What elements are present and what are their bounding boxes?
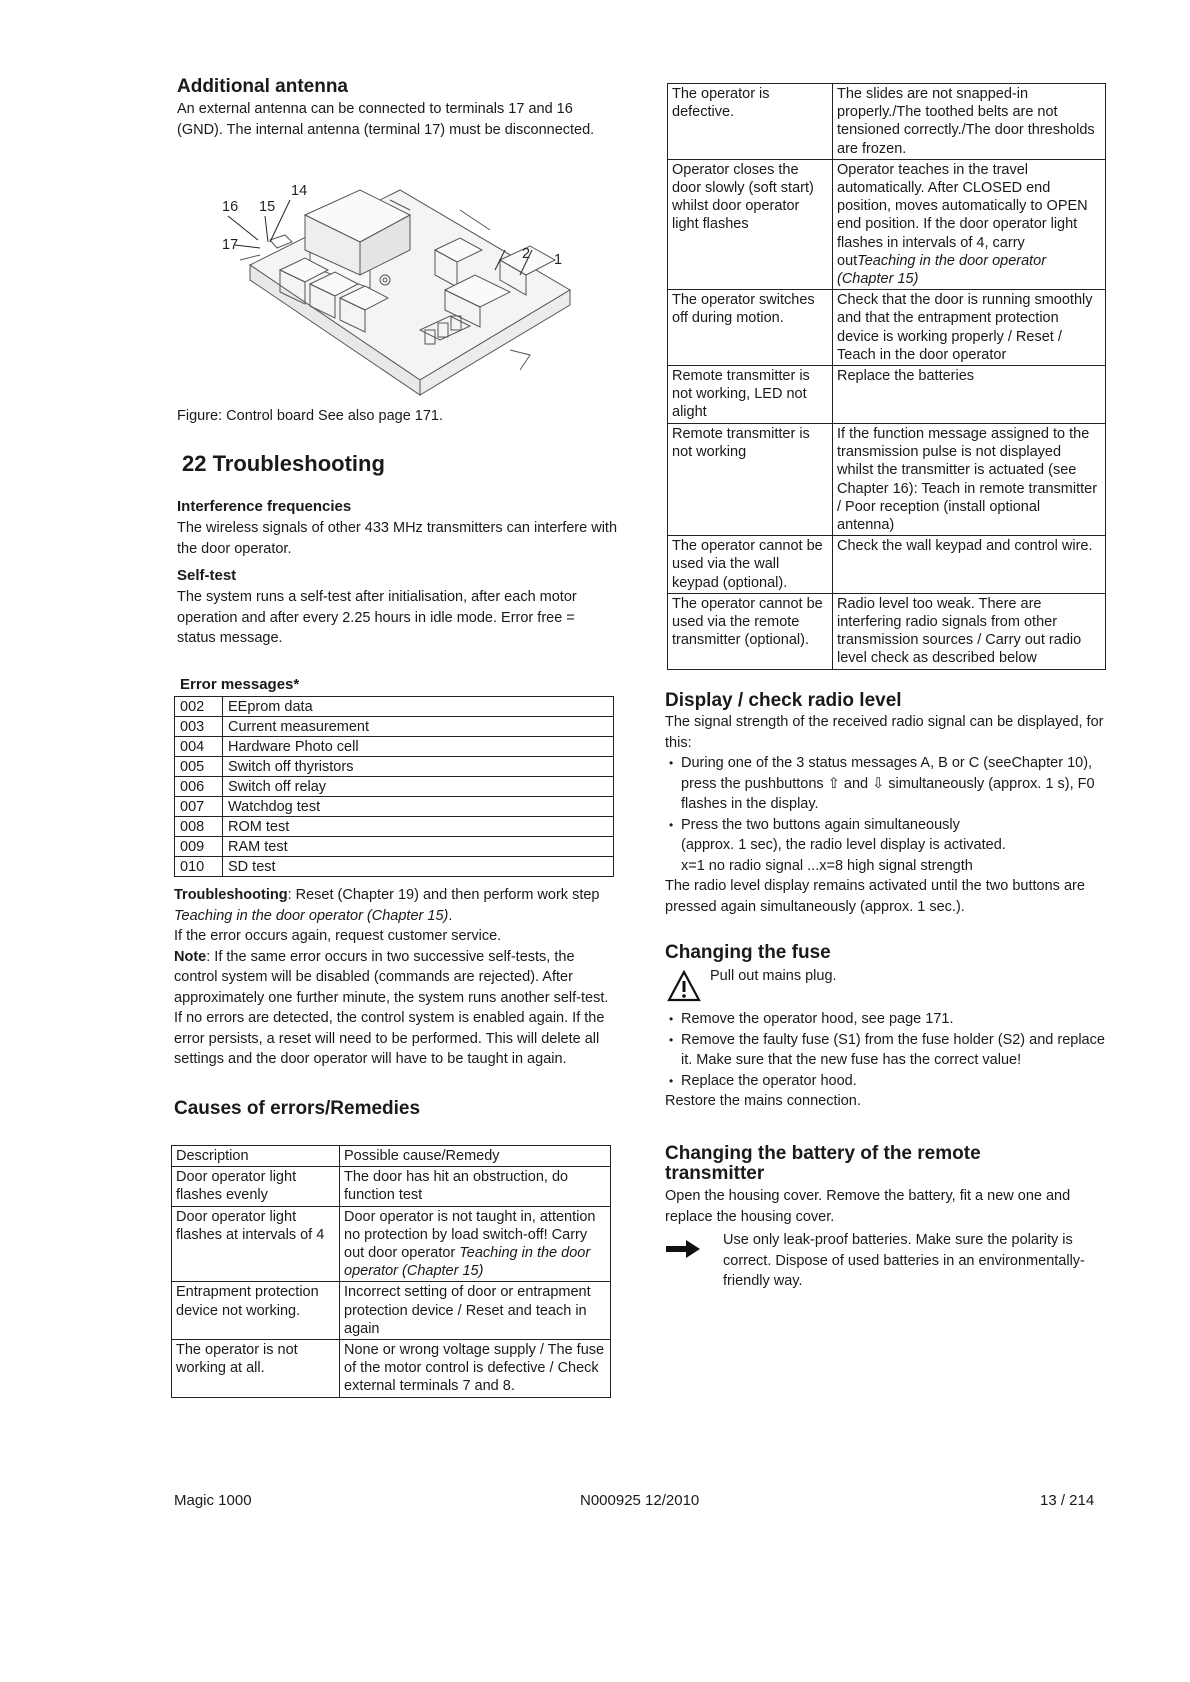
row-cause bbox=[833, 290, 1106, 366]
selftest-heading: Self-test bbox=[177, 567, 237, 584]
troubleshooting-notes bbox=[174, 885, 618, 1070]
figure-caption: Figure: Control board See also page 171. bbox=[177, 408, 444, 424]
interference-heading: Interference frequencies bbox=[177, 498, 352, 515]
table-row bbox=[172, 1206, 611, 1282]
error-code: 008 bbox=[175, 817, 223, 837]
footer-left: Magic 1000 bbox=[174, 1492, 252, 1509]
row-description: Door operator light flashes evenly bbox=[172, 1167, 340, 1206]
table-row bbox=[668, 159, 1106, 289]
cause-italic: Teaching in the door operator (Chapter 15) bbox=[837, 252, 1047, 288]
fuse-warning: Pull out mains plug. bbox=[710, 968, 837, 984]
radio-step-line: (approx. 1 sec), the radio level display is activated. bbox=[681, 837, 1006, 853]
error-code: 009 bbox=[175, 837, 223, 857]
row-description: The operator is not working at all. bbox=[172, 1340, 340, 1398]
troubleshooting-text: : Reset (Chapter 19) and then perform work step bbox=[287, 887, 600, 903]
error-messages-table bbox=[174, 696, 614, 877]
battery-heading: Changing the battery of the remote transmitter bbox=[665, 1143, 981, 1184]
error-code: 005 bbox=[175, 757, 223, 777]
figure-label-14: 14 bbox=[291, 183, 308, 199]
error-text: Current measurement bbox=[223, 717, 614, 737]
row-description: The operator cannot be used via the wall keypad (optional). bbox=[668, 536, 833, 594]
error-text: Switch off thyristors bbox=[223, 757, 614, 777]
error-text: EEprom data bbox=[223, 697, 614, 717]
row-description: Remote transmitter is not working, LED not alight bbox=[668, 366, 833, 424]
error-text: Hardware Photo cell bbox=[223, 737, 614, 757]
table-row bbox=[175, 817, 614, 837]
fuse-restore: Restore the mains connection. bbox=[665, 1093, 861, 1109]
interference-section bbox=[177, 497, 617, 649]
troubleshooting-end: . bbox=[448, 907, 453, 924]
antenna-body: An external antenna can be connected to terminals 17 and 16 (GND). The internal antenna (terminal 17) must be disconnected. bbox=[177, 101, 595, 138]
error-text: Switch off relay bbox=[223, 777, 614, 797]
radio-heading: Display / check radio level bbox=[665, 690, 902, 711]
table-row bbox=[175, 857, 614, 877]
antenna-heading: Additional antenna bbox=[177, 76, 348, 97]
note-text: : If the same error occurs in two successive self-tests, the control system will be disabled (commands are rejected). After approximately one further minute, the system runs another self-test. If no errors are detected, the control system is enabled again. If the error persists, a reset will need to be performed. This will delete all settings and the door operator will have to be taught in again. bbox=[174, 948, 609, 1067]
row-cause bbox=[833, 159, 1106, 289]
row-cause bbox=[833, 536, 1106, 594]
table-row bbox=[668, 366, 1106, 424]
list-item: • Remove the operator hood, see page 171. bbox=[665, 1009, 1110, 1030]
cause-text: Door operator is not taught in, attention no protection by load switch-off! Carry out door operator bbox=[344, 1208, 596, 1262]
error-code: 003 bbox=[175, 717, 223, 737]
table-row bbox=[668, 84, 1106, 160]
row-cause bbox=[340, 1206, 611, 1282]
cause-text: Check that the door is running smoothly and that the entrapment protection device is working properly / Reset / Teach in the door operator bbox=[837, 292, 1093, 363]
row-description: Remote transmitter is not working bbox=[668, 424, 833, 536]
table-row bbox=[668, 290, 1106, 366]
row-description: The operator switches off during motion. bbox=[668, 290, 833, 366]
battery-section bbox=[665, 1144, 1110, 1227]
radio-step-line: x=1 no radio signal ...x=8 high signal strength bbox=[681, 857, 973, 874]
cause-text: Operator teaches in the travel automatically. After CLOSED end position, moves automatically to OPEN end position. If the door operator light flashes in intervals of 4, carry out bbox=[837, 161, 1088, 269]
column-header-cause: Possible cause/Remedy bbox=[340, 1146, 611, 1167]
row-description: The operator is defective. bbox=[668, 84, 833, 160]
row-cause bbox=[340, 1340, 611, 1398]
table-row bbox=[175, 777, 614, 797]
table-row bbox=[668, 593, 1106, 669]
column-header-description: Description bbox=[172, 1146, 340, 1167]
table-header-row bbox=[172, 1146, 611, 1167]
error-code: 010 bbox=[175, 857, 223, 877]
figure-label-17: 17 bbox=[222, 237, 239, 253]
list-item: • During one of the 3 status messages A, B or C (seeChapter 10), press the pushbuttons ⇧ and ⇩ simultaneously (approx. 1 s), F0 flashes in the display. bbox=[665, 753, 1110, 815]
cause-text: The slides are not snapped-in properly./The toothed belts are not tensioned correctly./The door thresholds are frozen. bbox=[837, 86, 1095, 157]
row-description: The operator cannot be used via the remote transmitter (optional). bbox=[668, 593, 833, 669]
left-column bbox=[177, 76, 617, 140]
footer-page-number: 13 / 214 bbox=[1040, 1492, 1095, 1509]
troubleshooting-line2: If the error occurs again, request customer service. bbox=[174, 928, 502, 944]
radio-level-section bbox=[665, 690, 1110, 917]
error-code: 004 bbox=[175, 737, 223, 757]
cause-text: The door has hit an obstruction, do function test bbox=[344, 1169, 569, 1204]
selftest-body: The system runs a self-test after initialisation, after each motor operation and after every 2.25 hours in idle mode. Error free = status message. bbox=[177, 589, 577, 646]
error-text: SD test bbox=[223, 857, 614, 877]
cause-text: Check the wall keypad and control wire. bbox=[837, 538, 1093, 555]
radio-intro: The signal strength of the received radio signal can be displayed, for this: bbox=[665, 714, 1104, 751]
error-code: 007 bbox=[175, 797, 223, 817]
row-cause bbox=[340, 1167, 611, 1206]
troubleshooting-heading: 22 Troubleshooting bbox=[182, 451, 385, 476]
warning-icon bbox=[666, 969, 706, 1005]
cause-text: None or wrong voltage supply / The fuse of the motor control is defective / Check external terminals 7 and 8. bbox=[344, 1342, 605, 1395]
figure-label-1: 1 bbox=[554, 252, 563, 268]
radio-steps bbox=[665, 753, 1110, 876]
causes-heading: Causes of errors/Remedies bbox=[174, 1098, 421, 1119]
note-paragraph bbox=[174, 947, 618, 1070]
error-messages-heading: Error messages* bbox=[180, 676, 300, 693]
causes-table bbox=[171, 1145, 611, 1398]
cause-text: Radio level too weak. There are interfering radio signals from other transmission sources / Carry out radio level check as described below bbox=[837, 595, 1082, 667]
troubleshooting-italic: Teaching in the door operator (Chapter 15) bbox=[174, 907, 449, 924]
cause-italic: Teaching in the door operator (Chapter 15) bbox=[344, 1245, 591, 1280]
cause-text: Incorrect setting of door or entrapment protection device / Reset and teach in again bbox=[344, 1284, 591, 1337]
troubleshooting-label: Troubleshooting bbox=[174, 887, 288, 903]
arrow-right-icon bbox=[666, 1239, 702, 1259]
error-text: ROM test bbox=[223, 817, 614, 837]
table-row bbox=[175, 717, 614, 737]
battery-note: Use only leak-proof batteries. Make sure the polarity is correct. Dispose of used batteries in an environmentally-friendly way. bbox=[723, 1232, 1085, 1289]
remedies-table-continued bbox=[667, 83, 1106, 670]
table-row bbox=[175, 837, 614, 857]
row-cause bbox=[833, 366, 1106, 424]
table-row bbox=[172, 1167, 611, 1206]
row-description: Operator closes the door slowly (soft start) whilst door operator light flashes bbox=[668, 159, 833, 289]
cause-text: If the function message assigned to the transmission pulse is not displayed whilst the transmitter is actuated (see Chapter 16): Teach in remote transmitter / Poor reception (install optional antenna) bbox=[837, 426, 1098, 534]
error-code: 006 bbox=[175, 777, 223, 797]
list-item: • Replace the operator hood. bbox=[665, 1071, 1110, 1092]
note-label: Note bbox=[174, 948, 207, 965]
list-item bbox=[665, 815, 1110, 877]
row-cause bbox=[833, 424, 1106, 536]
table-row bbox=[172, 1340, 611, 1398]
interference-body: The wireless signals of other 433 MHz transmitters can interfere with the door operator. bbox=[177, 520, 618, 557]
radio-outro: The radio level display remains activated until the two buttons are pressed again simultaneously (approx. 1 sec.). bbox=[665, 878, 1085, 915]
table-row bbox=[175, 737, 614, 757]
fuse-steps bbox=[665, 1009, 1110, 1112]
list-item: • Remove the faulty fuse (S1) from the fuse holder (S2) and replace it. Make sure that the new fuse has the correct value! bbox=[665, 1030, 1110, 1071]
radio-step-line: Press the two buttons again simultaneously bbox=[681, 816, 960, 833]
table-row bbox=[172, 1282, 611, 1340]
table-row bbox=[668, 424, 1106, 536]
troubleshooting-paragraph bbox=[174, 885, 618, 926]
figure-label-15: 15 bbox=[259, 199, 276, 215]
footer-center: N000925 12/2010 bbox=[580, 1492, 700, 1509]
battery-body: Open the housing cover. Remove the battery, fit a new one and replace the housing cover. bbox=[665, 1188, 1071, 1225]
error-text: RAM test bbox=[223, 837, 614, 857]
row-cause bbox=[833, 84, 1106, 160]
fuse-heading: Changing the fuse bbox=[665, 942, 831, 963]
control-board-figure bbox=[210, 180, 590, 400]
row-cause bbox=[833, 593, 1106, 669]
row-description: Entrapment protection device not working. bbox=[172, 1282, 340, 1340]
error-code: 002 bbox=[175, 697, 223, 717]
table-row bbox=[175, 797, 614, 817]
row-description: Door operator light flashes at intervals of 4 bbox=[172, 1206, 340, 1282]
row-cause bbox=[340, 1282, 611, 1340]
table-row bbox=[175, 757, 614, 777]
figure-label-16: 16 bbox=[222, 199, 239, 215]
cause-text: Replace the batteries bbox=[837, 368, 975, 385]
table-row bbox=[175, 697, 614, 717]
error-text: Watchdog test bbox=[223, 797, 614, 817]
figure-label-2: 2 bbox=[522, 246, 531, 262]
table-row bbox=[668, 536, 1106, 594]
